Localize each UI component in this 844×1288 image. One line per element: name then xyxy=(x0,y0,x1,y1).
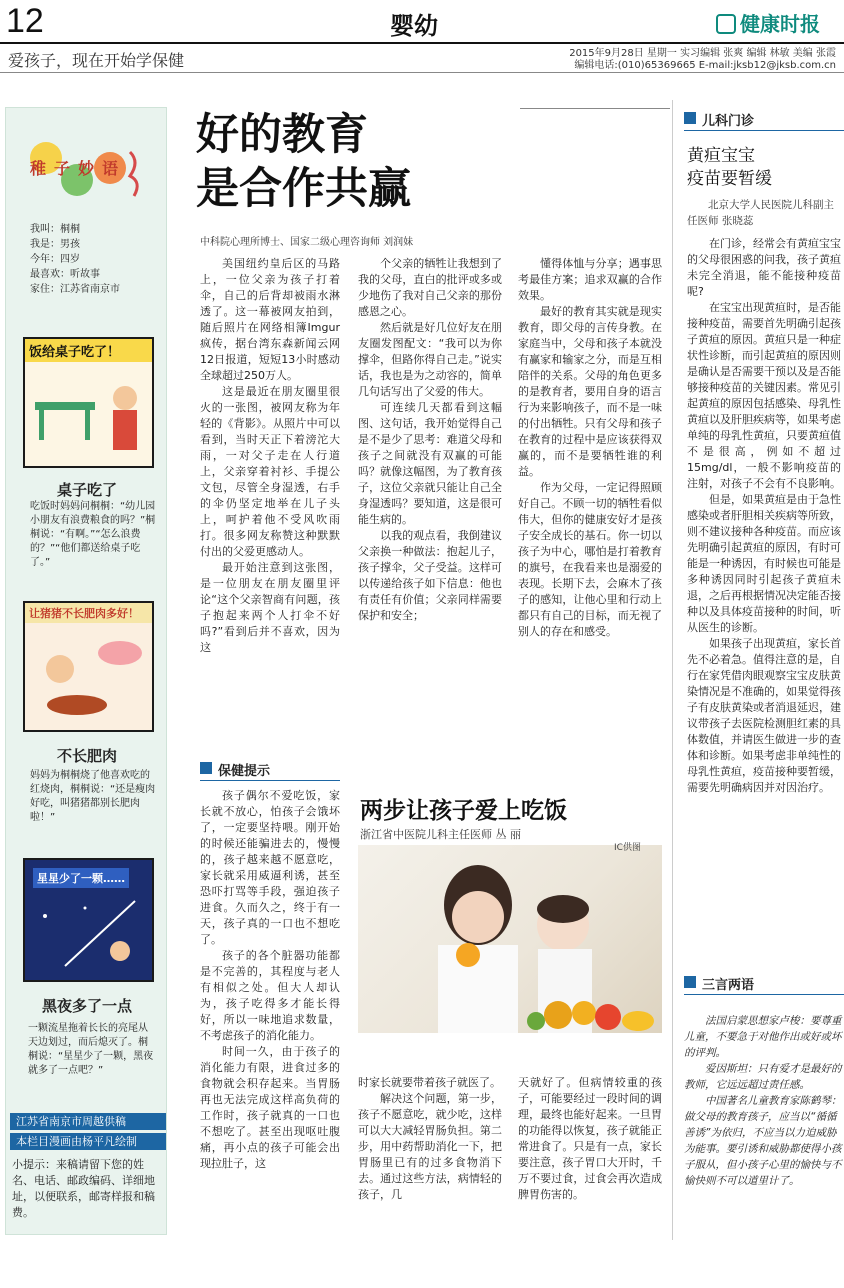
article-column-3: 懂得体恤与分享；遇事思考最佳方案；追求双赢的合作效果。 最好的教育其实就是现实教育，即父母的言传身教。在家庭当中，父母和孩子本就没有赢家和输家之分，而是互相陪伴的关系。父母的角色更多的是教育者，要用自身的语言行为来影响孩子，而不是一味的付出牺牲。只有父母和孩子在教育的过程中是应该获得双赢的，而不是要牺牲谁的利益。 作为父母，一定记得照顾好自己。不顾一切的牺牲看似伟大，但你的健康安好才是孩子安全成长的基石。你一切以孩子为中心，哪怕是打着教育的旗号，在我看来也是溺爱的表现。长期下去，会麻木了孩子的感知，让他心里和行动上都只有自己的目标，而无视了别人的存在和感受。 xyxy=(518,257,662,638)
photo-illustration xyxy=(358,845,662,1033)
sayings-rule xyxy=(684,994,844,995)
article2-column-2: 天就好了。但病情较重的孩子，可能要经过一段时间的调理，最终也能好起来。一旦胃的功能得以恢复，孩子就能正常进食了。只是有一点，家长要注意，孩子胃口大开时，千万不要过食，过食会再次造成脾胃伤害的。 xyxy=(518,1076,662,1201)
comic-panel-table xyxy=(23,337,154,468)
right-column-border xyxy=(672,100,673,1240)
header-rule-bottom xyxy=(0,72,844,73)
photo-credit: IC供图 xyxy=(614,843,641,853)
pediatric-author: 北京大学人民医院儿科副主任医师 张晓蕊 xyxy=(687,199,834,227)
article-column-2: 个父亲的牺牲让我想到了我的父母，直白的批评或多或少地伤了我对自己父亲的那份感恩之心。 然后就是好几位好友在朋友圈发图配文：“我可以为你撑伞，但路你得自己走。”说实话，我也是为之动容的，简单几句话写出了父爱的伟大。 可连续几天都看到这幅图、这句话，我开始觉得自己是不是少了思考：难道父母和孩子之间就没有双赢的可能吗？就像这幅图，为了教育孩子，这位父亲就只能让自己全身湿透吗？要知道，这是很可能生病的。 以我的观点看，我倒建议父亲换一种做法：抱起儿子，孩子撑伞，父子受益。这样可以传递给孩子如下信息：他也有责任有价值；父亲同样需要保护和安全； xyxy=(358,257,502,622)
child-profile: 我叫：桐桐 我是：男孩 今年：四岁 最喜欢：听故事 家住：江苏省南京市 xyxy=(30,224,120,295)
submission-tip: 小提示：来稿请留下您的姓名、电话、邮政编码、详细地址，以便联系，邮寄样报和稿费。 xyxy=(12,1158,155,1219)
header-rule xyxy=(0,42,844,44)
illustrator-credit: 本栏目漫画由杨平凡绘制 xyxy=(10,1133,166,1150)
article2-headline: 两步让孩子爱上吃饭 xyxy=(360,797,567,824)
comic-text-3: 一颗流星拖着长长的亮尾从天边划过，而后熄灭了。桐桐说：“星星少了一颗，黑夜就多了一点吧？” xyxy=(28,1023,154,1076)
main-headline: 好的教育 是合作共赢 xyxy=(196,110,411,214)
header-meta: 2015年9月28日 星期一 实习编辑 张爽 编辑 林敏 美编 张霞 编辑电话:(010)65369665 E-mail:jksb12@jksb.com.cn xyxy=(569,48,836,71)
comic-speech: 饭给桌子吃了！ xyxy=(25,339,152,362)
table-icon xyxy=(25,362,152,462)
pediatric-headline: 黄疸宝宝 疫苗要暂缓 xyxy=(687,146,772,189)
article2-column-1: 时家长就要带着孩子就医了。 解决这个问题，第一步，孩子不愿意吃，就少吃，这样可以大大减轻胃肠负担。第二步，用中药帮助消化一下，把胃肠里已有的过多食物消下去。通过这些方法，病情轻的孩子，几 xyxy=(358,1076,502,1201)
badge-text: 稚子妙语 xyxy=(30,159,127,178)
comic-speech: 星星少了一颗…… xyxy=(33,868,129,888)
comic-speech: 让猪猪不长肥肉多好！ xyxy=(25,603,152,623)
comic-title-3: 黑夜多了一点 xyxy=(41,997,132,1015)
comic-text-2: 妈妈为桐桐烧了他喜欢吃的红烧肉，桐桐说：“还是瘦肉好吃，叫猪猪都别长肥肉啦！” xyxy=(30,770,156,823)
comic-title-2: 不长肥肉 xyxy=(56,747,117,765)
pediatric-rule xyxy=(684,130,844,131)
headline-divider xyxy=(520,108,670,109)
mother-child-photo xyxy=(358,845,662,1033)
health-tip-column: 孩子偶尔不爱吃饭，家长就不放心，怕孩子会饿坏了，一定要坚持喂。刚开始的时候还能骗进去的，慢慢的，孩子越来越不愿意吃，家长就采用威逼利诱，甚至恐吓打骂等手段，强迫孩子进食。久而久之，终于有一天，孩子真的一口也不想吃了。 孩子的各个脏器功能都是不完善的，其程度与老人有相似之处。但大人却认为，孩子吃得多才能长得好，所以一味地追求数量，不考虑孩子的消化能力。 时间一久，由于孩子的消化能力有限，进食过多的食物就会积存起来。当胃肠再也无法完成这样高负荷的工作时，孩子就真的一口也不想吃了。甚至出现呕吐腹痛，再小点的孩子可能会出现拉肚子，这 xyxy=(200,789,340,1170)
pig-icon xyxy=(25,623,152,723)
health-tip-label: 保健提示 xyxy=(200,760,270,779)
comic-panel-meat xyxy=(23,601,154,732)
page-number: 12 xyxy=(6,2,44,40)
kids-sayings-badge xyxy=(22,140,152,206)
section-title: 婴幼 xyxy=(390,11,438,40)
pediatric-label: 儿科门诊 xyxy=(684,110,754,129)
header-slogan: 爱孩子，现在开始学保健 xyxy=(8,51,185,70)
supplier-credit: 江苏省南京市周越供稿 xyxy=(10,1113,166,1130)
newspaper-logo: 健康时报 xyxy=(716,8,820,37)
article2-byline: 浙江省中医院儿科主任医师 丛 丽 xyxy=(360,828,521,841)
comic-text-1: 吃饭时妈妈问桐桐：“幼儿园小朋友有浪费粮食的吗？”桐桐说：“有啊。”“怎么浪费的？”“他们都送给桌子吃了。” xyxy=(30,501,156,568)
comic-title-1: 桌子吃了 xyxy=(56,481,117,499)
sayings-label: 三言两语 xyxy=(684,974,754,993)
health-tip-rule xyxy=(200,780,340,781)
logo-icon xyxy=(716,14,736,34)
article-column-1: 美国纽约皇后区的马路上，一位父亲为孩子打着伞，自己的后背却被雨水淋透了。这一幕被网友拍到，随后照片在网络相簿Imgur疯传，据台湾东森新闻云网12日报道，短短13小时感动全球超过250万人。 这是最近在朋友圈里很火的一张图，被网友称为年轻的《背影》。从照片中可以看到，当时天正下着滂沱大雨，一对父子走在人行道上，父亲穿着衬衫、手提公文包，尽管全身湿透，右手的伞仍坚定地举在儿子头上，呵护着他不受风吹雨打。很多网友称赞这种默默付出的父爱更感动人。 最开始注意到这张图，是一位朋友在朋友圈里评论“这个父亲智商有问题，孩子抱起来两个人打伞不好吗?”看到后并不喜欢，因为这 xyxy=(200,257,340,654)
star-icon xyxy=(25,896,152,976)
pediatric-body: 在门诊，经常会有黄疸宝宝的父母很困惑的问我，孩子黄疸未完全消退，能不能接种疫苗呢? 在宝宝出现黄疸时，是否能接种疫苗，需要首先明确引起孩子黄疸的原因。黄疸只是一种症状性诊断，而引起黄疸的原因则是确认是否需要干预以及是否能够接种疫苗的关键因素。常见引起黄疸的原因包括感染、母乳性黄疸以及肝胆疾病等，如果考虑单纯的母乳性黄疸，只要黄疸值不是很高，例如不超过15mg/dl，一般不影响疫苗的注射，对孩子不会有不良影响。 但是，如果黄疸是由于急性感染或者肝胆相关疾病等所致，则不建议接种各种疫苗。而应该先明确引起黄疸的原因，有时可能是一种诱因，有时候也可能是多种诱因同时引起孩子黄疸未退，之后再根据情况决定能否接种以及具体疫苗接种的时间，听从医生的诊断。 如果孩子出现黄疸，家长首先不必着急。值得注意的是，自行在家凭借肉眼观察宝宝皮肤黄染情况是不准确的，如果觉得孩子有皮肤黄染或者消退延迟，建议带孩子去医院检测胆红素的具体数值，并请医生做进一步的查体和诊断。如果考虑非单纯性的母乳性黄疸，疫苗接种要暂缓，需要先明确病因并对因治疗。 xyxy=(687,237,841,794)
comic-panel-star xyxy=(23,858,154,982)
article-byline: 中科院心理所博士、国家二级心理咨询师 刘润妹 xyxy=(200,237,414,248)
sayings-body: 法国启蒙思想家卢梭：要尊重儿童，不要急于对他作出或好或坏的评判。 爱因斯坦：只有爱才是最好的教师，它远远超过责任感。 中国著名儿童教育家陈鹤琴：做父母的教育孩子，应当以“循循善诱”为依归，不应当以力迫威胁为能事。要引诱和威胁都使得小孩子服从，但小孩子心里的愉快与不愉快则不可以道里计了。 xyxy=(684,1015,842,1187)
